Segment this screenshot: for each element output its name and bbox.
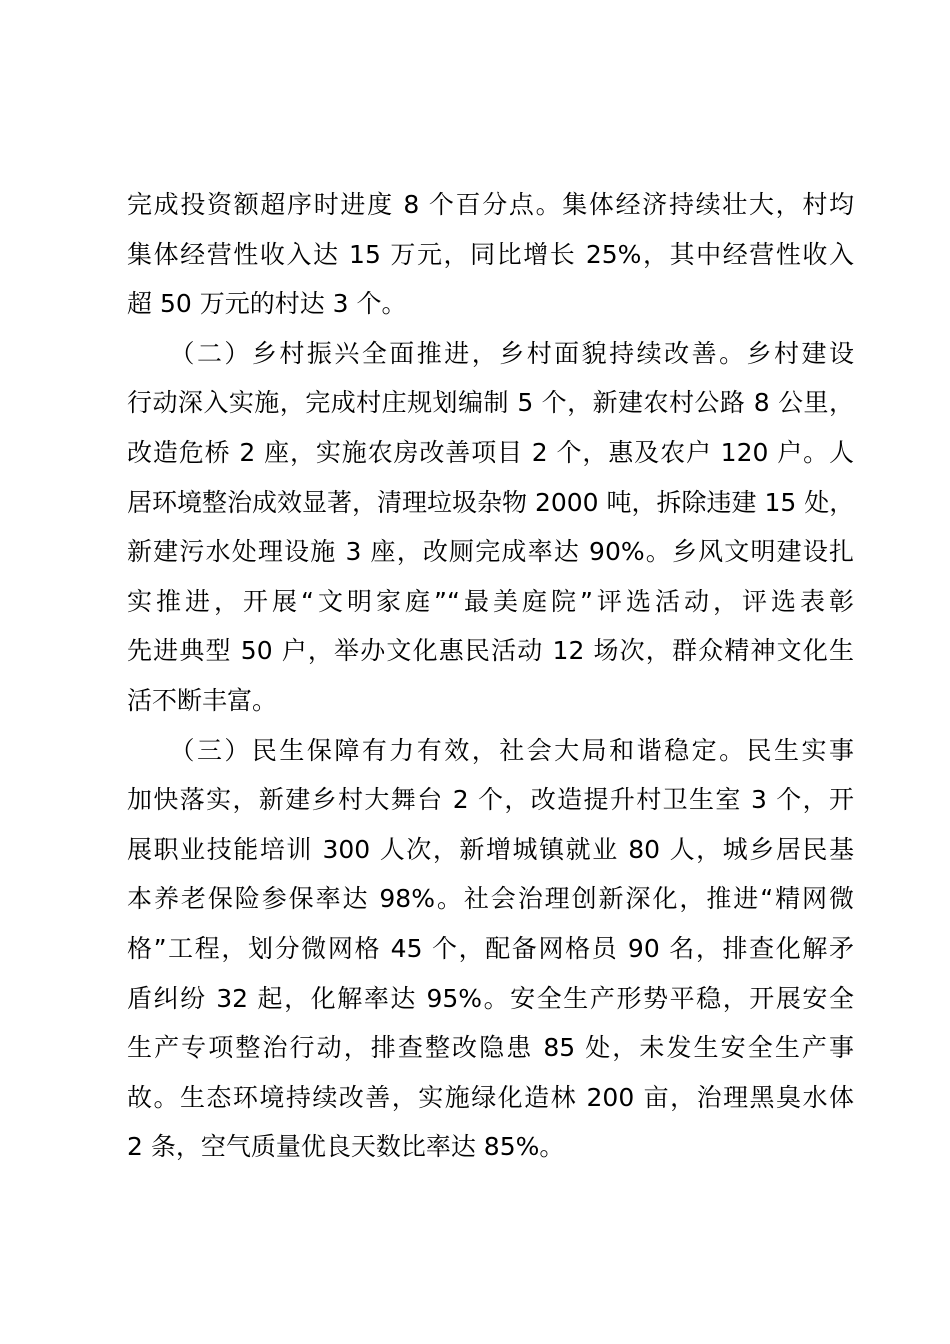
text-line: 集体经营性收入达 15 万元，同比增长 25%，其中经营性收入 <box>127 239 854 269</box>
paragraph-section-2 <box>127 329 854 726</box>
text-line: 超 50 万元的村达 3 个。 <box>127 289 407 319</box>
text-line: 展职业技能培训 300 人次，新增城镇就业 80 人，城乡居民基 <box>127 834 854 864</box>
paragraph-continuation <box>127 180 854 329</box>
text-line: 生产专项整治行动，排查整改隐患 85 处，未发生安全生产事 <box>127 1033 854 1063</box>
text-line: 2 条，空气质量优良天数比率达 85%。 <box>127 1132 565 1162</box>
text-line: 盾纠纷 32 起，化解率达 95%。安全生产形势平稳，开展安全 <box>127 983 854 1013</box>
text-line: 居环境整治成效显著，清理垃圾杂物 2000 吨，拆除违建 15 处， <box>127 487 855 517</box>
body-text <box>127 180 854 1172</box>
text-line: 完成投资额超序时进度 8 个百分点。集体经济持续壮大，村均 <box>127 190 854 219</box>
text-line: 先进典型 50 户，举办文化惠民活动 12 场次，群众精神文化生 <box>127 636 854 666</box>
text-line: 故。生态环境持续改善，实施绿化造林 200 亩，治理黑臭水体 <box>127 1082 854 1112</box>
paragraph-section-3 <box>127 726 854 1172</box>
text-line: 加快落实，新建乡村大舞台 2 个，改造提升村卫生室 3 个，开 <box>127 785 854 815</box>
text-line: 活不断丰富。 <box>127 685 278 715</box>
text-line: （二）乡村振兴全面推进，乡村面貌持续改善。乡村建设 <box>127 338 854 368</box>
text-line: 新建污水处理设施 3 座，改厕完成率达 90%。乡风文明建设扎 <box>127 537 854 567</box>
text-line: 实推进，开展“文明家庭”“最美庭院”评选活动，评选表彰 <box>127 586 854 616</box>
text-line: （三）民生保障有力有效，社会大局和谐稳定。民生实事 <box>127 735 854 765</box>
text-line: 本养老保险参保率达 98%。社会治理创新深化，推进“精网微 <box>127 884 854 914</box>
text-line: 改造危桥 2 座，实施农房改善项目 2 个，惠及农户 120 户。人 <box>127 437 854 467</box>
text-line: 行动深入实施，完成村庄规划编制 5 个，新建农村公路 8 公里， <box>127 388 854 418</box>
text-line: 格”工程，划分微网格 45 个，配备网格员 90 名，排查化解矛 <box>127 933 854 963</box>
